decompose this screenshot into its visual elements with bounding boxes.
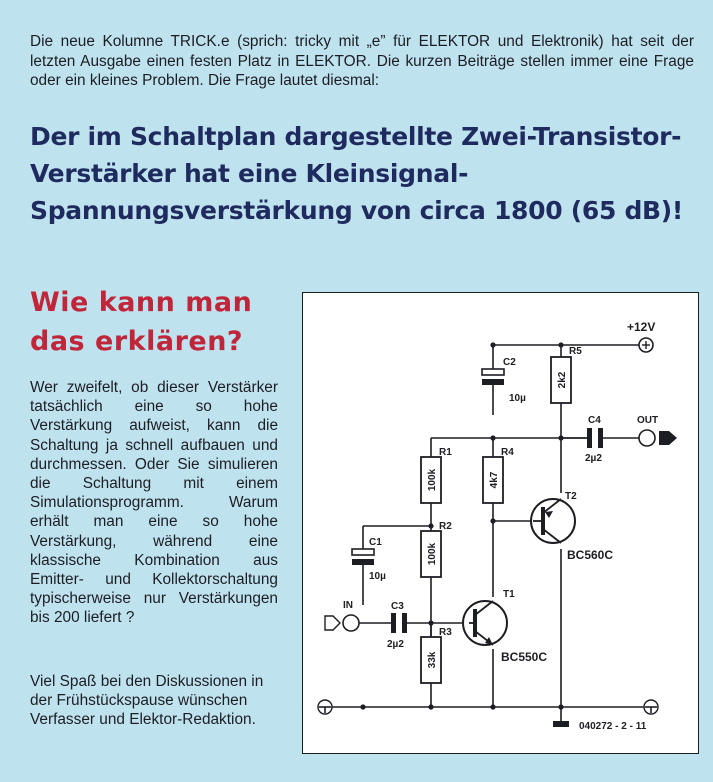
supply-label: +12V	[627, 320, 656, 334]
c1-value: 10µ	[369, 571, 386, 582]
r5-label: R5	[569, 346, 582, 357]
r1-label: R1	[439, 447, 452, 458]
supply-terminal	[639, 338, 653, 352]
r1-value: 100k	[427, 468, 438, 492]
output-label: OUT	[637, 415, 659, 426]
c3-label: C3	[391, 601, 404, 612]
input-terminal	[325, 615, 359, 631]
body-paragraph: Wer zweifelt, ob dieser Verstärker tatsächlich eine so hohe Verstärkung aufweist, kann die Schaltung ja schnell aufbauen und durchmessen. Oder Sie simulieren die Schaltung mit einem Simulationsprogramm. Warum erhält man eine so hohe Verstärkung, während eine klassische Kombination aus Emitter- und Kollektorschaltung typischerweise nur Verstärkungen bis 200 liefert ?	[30, 379, 278, 627]
r4-label: R4	[501, 447, 514, 458]
circuit-schematic	[302, 292, 699, 754]
schematic-drawing	[303, 293, 698, 753]
headline: Der im Schaltplan dargestellte Zwei-Transistor-Verstärker hat eine Kleinsignal-Spannungsverstärkung von circa 1800 (65 dB)!	[30, 122, 684, 225]
c4-label: C4	[588, 415, 601, 426]
figure-id: 040272 - 2 - 11	[579, 721, 647, 732]
t1-type: BC550C	[501, 650, 548, 664]
r2-value: 100k	[427, 542, 438, 566]
r2-label: R2	[439, 521, 452, 532]
r4-value: 4k7	[489, 471, 500, 489]
r3-value: 33k	[427, 651, 438, 669]
t2-type: BC560C	[567, 548, 614, 562]
r5-value: 2k2	[557, 371, 568, 389]
transistor-t2	[531, 499, 575, 543]
transistor-t1	[463, 601, 507, 645]
c2-label: C2	[503, 357, 516, 368]
c4-value: 2µ2	[585, 453, 602, 464]
intro-paragraph: Die neue Kolumne TRICK.e (sprich: tricky mit „e” für ELEKTOR und Elektronik) hat seit der letzten Ausgabe einen festen Platz in ELEKTOR. Die kurzen Beiträge stellen immer eine Frage oder ein kleines Problem. Die Frage lautet diesmal:	[30, 33, 694, 89]
c2-value: 10µ	[509, 393, 526, 404]
question-heading: Wie kann man das erklären?	[30, 287, 253, 357]
closing-paragraph: Viel Spaß bei den Diskussionen in der Frühstückspause wünschen Verfasser und Elektor-Redaktion.	[30, 673, 264, 729]
c3-value: 2µ2	[387, 639, 404, 650]
output-terminal	[639, 430, 677, 446]
r3-label: R3	[439, 627, 452, 638]
c1-label: C1	[369, 537, 382, 548]
t2-label: T2	[565, 491, 577, 502]
input-label: IN	[343, 600, 353, 611]
t1-label: T1	[503, 589, 515, 600]
